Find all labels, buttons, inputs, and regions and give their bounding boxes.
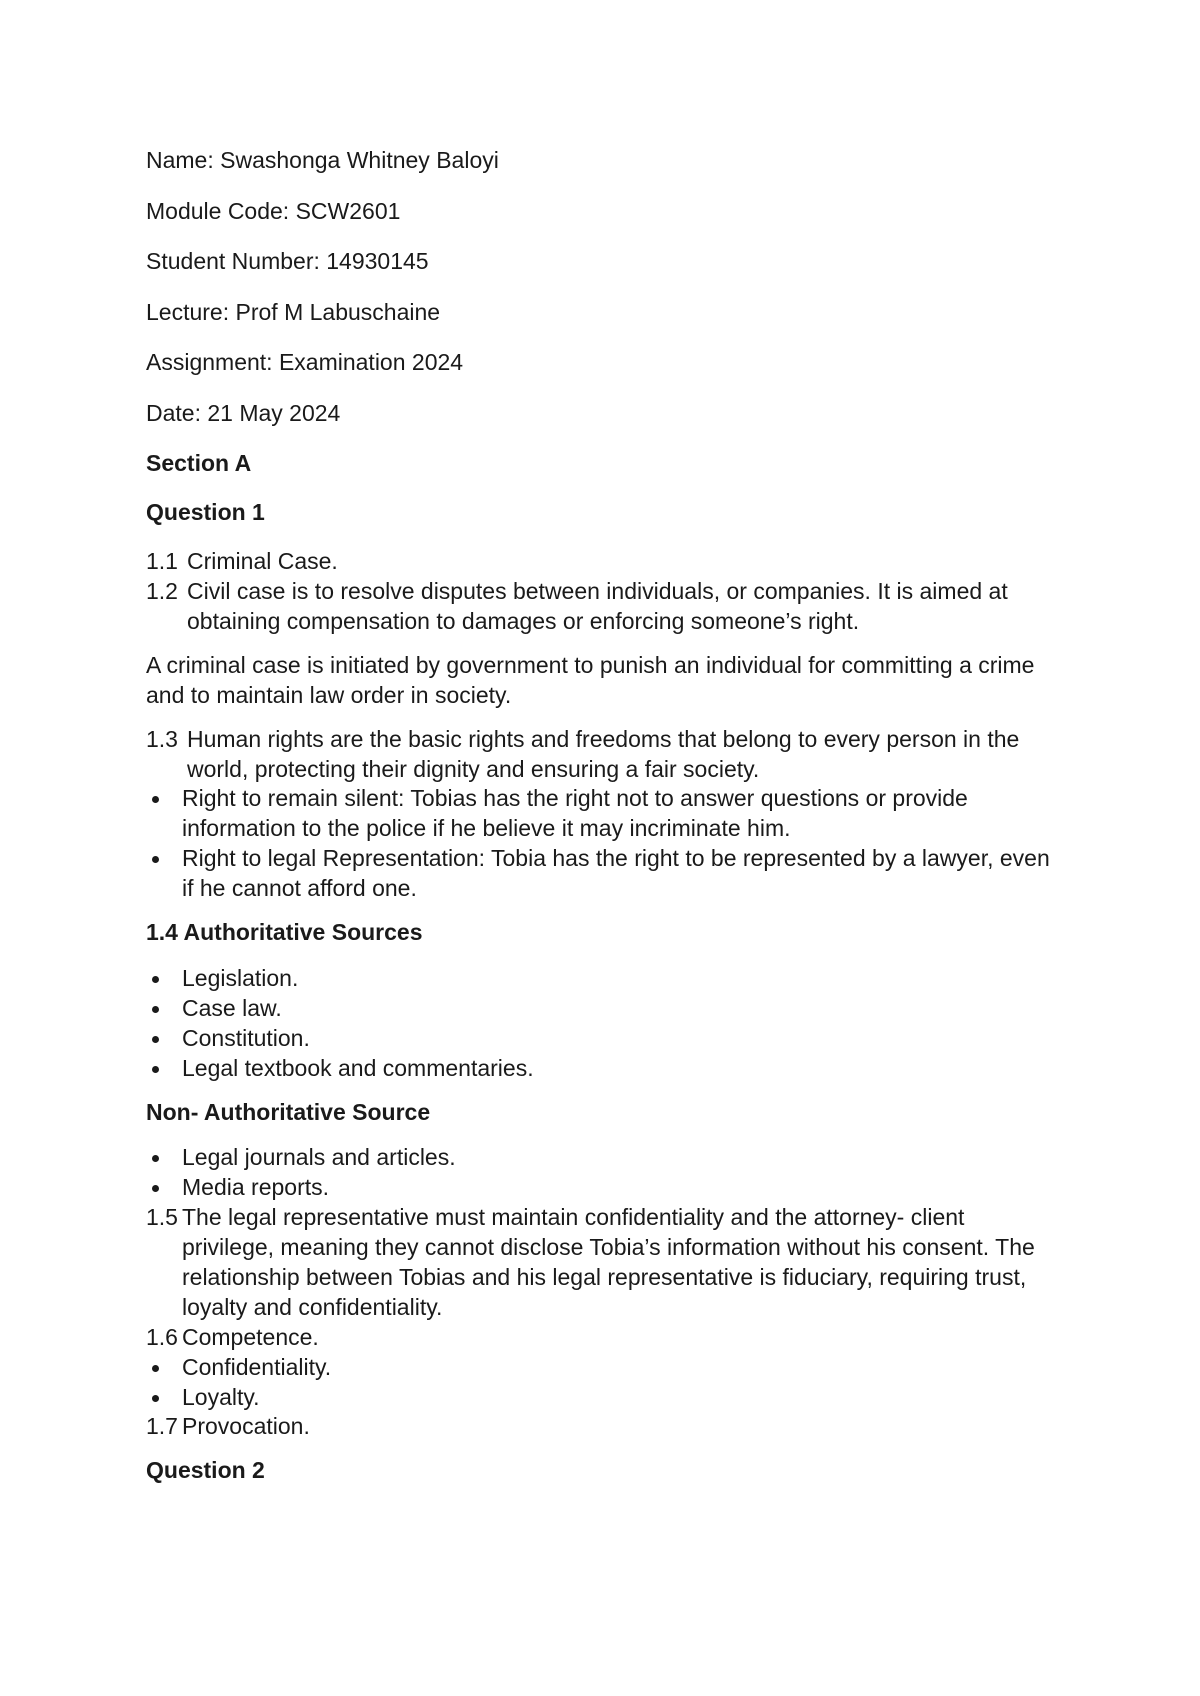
right-to-remain-silent: Right to remain silent: Tobias has the right not to answer questions or provide information to the police if he believe it may incriminate him. [146,784,1056,844]
assignment: Assignment: Examination 2024 [146,349,464,376]
answer-1-6-number: 1.6 [146,1323,178,1350]
date: Date: 21 May 2024 [146,399,341,426]
authoritative-source-item: Legislation. [146,964,1056,994]
right-to-legal-representation: Right to legal Representation: Tobia has the right to be represented by a lawyer, even if he cannot afford one. [146,844,1056,904]
answer-1-3 [146,725,1056,785]
section-a-heading: Section A [146,450,252,477]
authoritative-source-item: Constitution. [146,1024,1056,1054]
student-name: Name: Swashonga Whitney Baloyi [146,147,499,173]
non-authoritative-item: Media reports. [146,1173,1056,1203]
answer-1-7-text: Provocation. [182,1413,310,1440]
answer-1-1-text: Criminal Case. [187,548,338,575]
answer-1-1 [146,547,1056,577]
answer-1-2-text: Civil case is to resolve disputes between individuals, or companies. It is aimed at obtaining compensation to damages or enforcing someone’s right. [187,578,1008,635]
authoritative-sources-heading: 1.4 Authoritative Sources [146,919,423,946]
answer-1-6-text: Competence. [182,1323,319,1350]
answer-1-7 [146,1412,1056,1442]
module-code: Module Code: SCW2601 [146,197,401,224]
student-number: Student Number: 14930145 [146,248,429,275]
document-page [146,146,1056,1486]
answer-1-7-number: 1.7 [146,1413,178,1440]
answer-1-3-number: 1.3 [146,725,178,752]
non-authoritative-item: Legal journals and articles. [146,1143,1056,1173]
question-2-heading: Question 2 [146,1457,265,1484]
criminal-case-paragraph: A criminal case is initiated by government to punish an individual for committing a crime and to maintain law order in society. [146,651,1035,708]
answer-1-5 [146,1203,1056,1323]
answer-1-1-number: 1.1 [146,548,178,575]
question-1-heading: Question 1 [146,499,265,526]
answer-1-3-text: Human rights are the basic rights and freedoms that belong to every person in the world, protecting their dignity and ensuring a fair society. [187,725,1020,782]
authoritative-source-item: Case law. [146,994,1056,1024]
duty-item: Confidentiality. [146,1353,1056,1383]
answer-1-5-number: 1.5 [146,1204,178,1231]
answer-1-2 [146,577,1056,637]
authoritative-source-item: Legal textbook and commentaries. [146,1054,1056,1084]
answer-1-6 [146,1323,1056,1353]
non-authoritative-heading: Non- Authoritative Source [146,1098,431,1125]
lecturer: Lecture: Prof M Labuschaine [146,298,441,325]
answer-1-2-number: 1.2 [146,578,178,605]
duty-item: Loyalty. [146,1383,1056,1413]
answer-1-5-text: The legal representative must maintain confidentiality and the attorney- client privilege, meaning they cannot disclose Tobia’s information without his consent. The relationship between Tobias and his legal representative is fiduciary, requiring trust, loyalty and confidentiality. [182,1204,1035,1320]
